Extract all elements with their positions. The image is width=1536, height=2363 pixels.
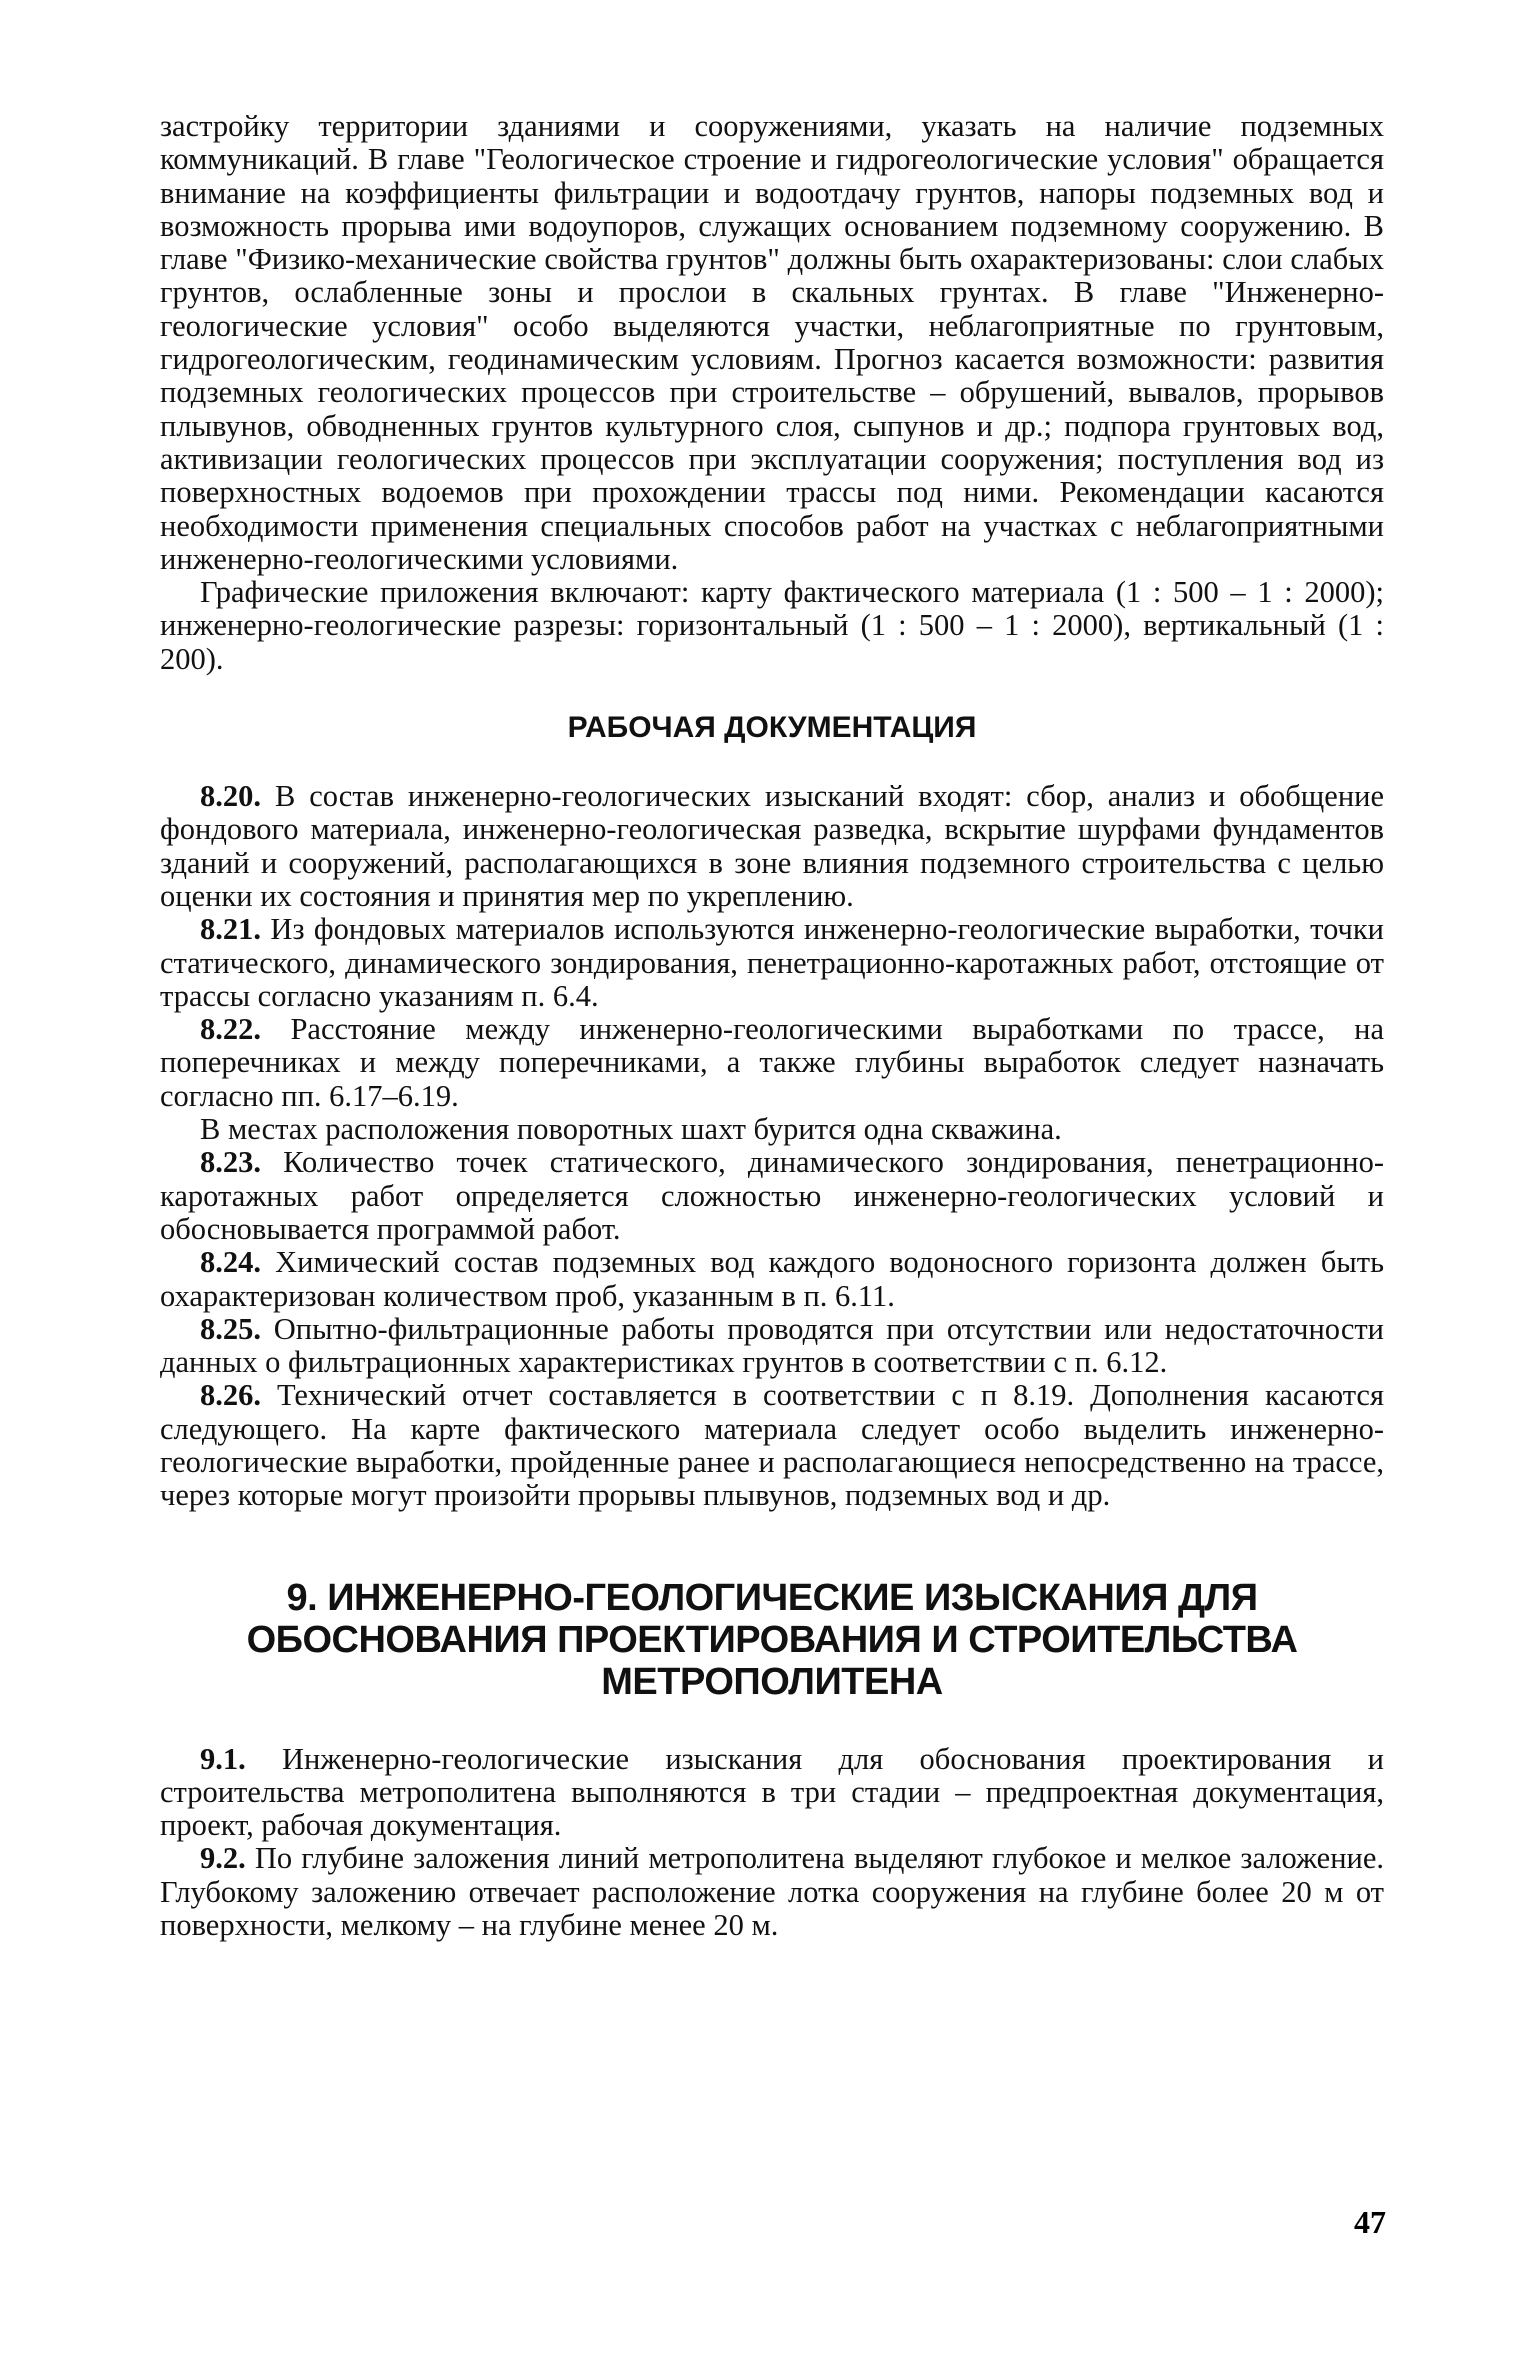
item-text: Количество точек статического, динамического зондирования, пенетрационно-каротажных работ определяется сложностью инженерно-геологических условий и обосновывается программой работ. — [160, 1145, 1385, 1246]
paragraph-8-23 — [160, 1146, 1384, 1246]
item-number: 8.23. — [200, 1145, 261, 1180]
item-number: 8.21. — [200, 912, 261, 947]
page-body — [160, 110, 1384, 1942]
graphics-paragraph: Графические приложения включают: карту фактического материала (1 : 500 – 1 : 2000); инженерно-геологические разрезы: горизонтальный (1 : 500 – 1 : 2000), вертикальный (1 : 200). — [160, 575, 1384, 676]
paragraph-8-21 — [160, 913, 1384, 1013]
paragraph-8-26 — [160, 1379, 1384, 1512]
item-text: Опытно-фильтрационные работы проводятся при отсутствии или недостаточности данных о фильтрационных характеристиках грунтов в соответствии с п. 6.12. — [160, 1311, 1385, 1380]
intro-paragraph: застройку территории зданиями и сооружениями, указать на наличие подземных коммуникаций. В главе "Геологическое строение и гидрогеологические условия" обращается внимание на коэффициенты фильтрации и водоотдачу грунтов, напоры подземных вод и возможность прорыва ими водоупоров, служащих основанием подземному сооружению. В главе "Физико-механические свойства грунтов" должны быть охарактеризованы: слои слабых грунтов, ослабленные зоны и прослои в скальных грунтах. В главе "Инженерно-геологические условия" особо выделяются участки, неблагоприятные по грунтовым, гидрогеологическим, геодинамическим условиям. Прогноз касается возможности: развития подземных геологических процессов при строительстве – обрушений, вывалов, прорывов плывунов, обводненных грунтов культурного слоя, сыпунов и др.; подпора грунтовых вод, активизации геологических процессов при эксплуатации сооружения; поступления вод из поверхностных водоемов при прохождении трассы под ними. Рекомендации касаются необходимости применения специальных способов работ на участках с неблагоприятными инженерно-геологическими условиями. — [160, 109, 1384, 576]
paragraph-8-20 — [160, 780, 1384, 913]
paragraph-9-2 — [160, 1842, 1384, 1942]
item-text: По глубине заложения линий метрополитена выделяют глубокое и мелкое заложение. Глубокому заложению отвечает расположение лотка сооружения на глубине более 20 м от поверхности, мелкому – на глубине менее 20 м. — [160, 1841, 1385, 1943]
paragraph-9-1 — [160, 1743, 1384, 1843]
paragraph-8-24 — [160, 1246, 1384, 1313]
item-number: 9.1. — [200, 1741, 246, 1776]
item-text: Инженерно-геологические изыскания для обоснования проектирования и строительства метрополитена выполняются в три стадии – предпроектная документация, проект, рабочая документация. — [160, 1741, 1384, 1843]
page-number: 47 — [1354, 2204, 1386, 2240]
item-number: 9.2. — [200, 1841, 246, 1876]
item-number: 8.22. — [200, 1012, 261, 1047]
item-text: Технический отчет составляется в соответствии с п 8.19. Дополнения касаются следующего. На карте фактического материала следует особо выделить инженерно-геологические выработки, пройденные ранее и располагающиеся непосредственно на трассе, через которые могут произойти прорывы плывунов, подземных вод и др. — [160, 1378, 1384, 1513]
item-text: В местах расположения поворотных шахт бурится одна скважина. — [200, 1112, 1062, 1147]
item-number: 8.25. — [200, 1311, 261, 1346]
item-text: Из фондовых материалов используются инженерно-геологические выработки, точки статического, динамического зондирования, пенетрационно-каротажных работ, отстоящие от трассы согласно указаниям п. 6.4. — [160, 912, 1385, 1013]
paragraph-8-25 — [160, 1313, 1384, 1380]
chapter-heading: 9. ИНЖЕНЕРНО-ГЕОЛОГИЧЕСКИЕ ИЗЫСКАНИЯ ДЛЯ ОБОСНОВАНИЯ ПРОЕКТИРОВАНИЯ И СТРОИТЕЛЬСТВА МЕТРОПОЛИТЕНА — [246, 1576, 1298, 1703]
item-text: Химический состав подземных вод каждого водоносного горизонта должен быть охарактеризован количеством проб, указанным в п. 6.11. — [160, 1245, 1385, 1313]
item-number: 8.24. — [200, 1245, 261, 1280]
item-text: Расстояние между инженерно-геологическими выработками по трассе, на поперечниках и между поперечниками, а также глубины выработок следует назначать согласно пп. 6.17–6.19. — [160, 1012, 1385, 1113]
paragraph-shafts — [160, 1113, 1384, 1146]
paragraph-8-22 — [160, 1013, 1384, 1113]
item-text: В состав инженерно-геологических изысканий входят: сбор, анализ и обобщение фондового материала, инженерно-геологическая разведка, вскрытие шурфами фундаментов зданий и сооружений, располагающихся в зоне влияния подземного строительства с целью оценки их состояния и принятия мер по укреплению. — [160, 779, 1384, 913]
item-number: 8.26. — [200, 1378, 261, 1413]
item-number: 8.20. — [200, 779, 261, 814]
section-heading: РАБОЧАЯ ДОКУМЕНТАЦИЯ — [567, 711, 977, 745]
